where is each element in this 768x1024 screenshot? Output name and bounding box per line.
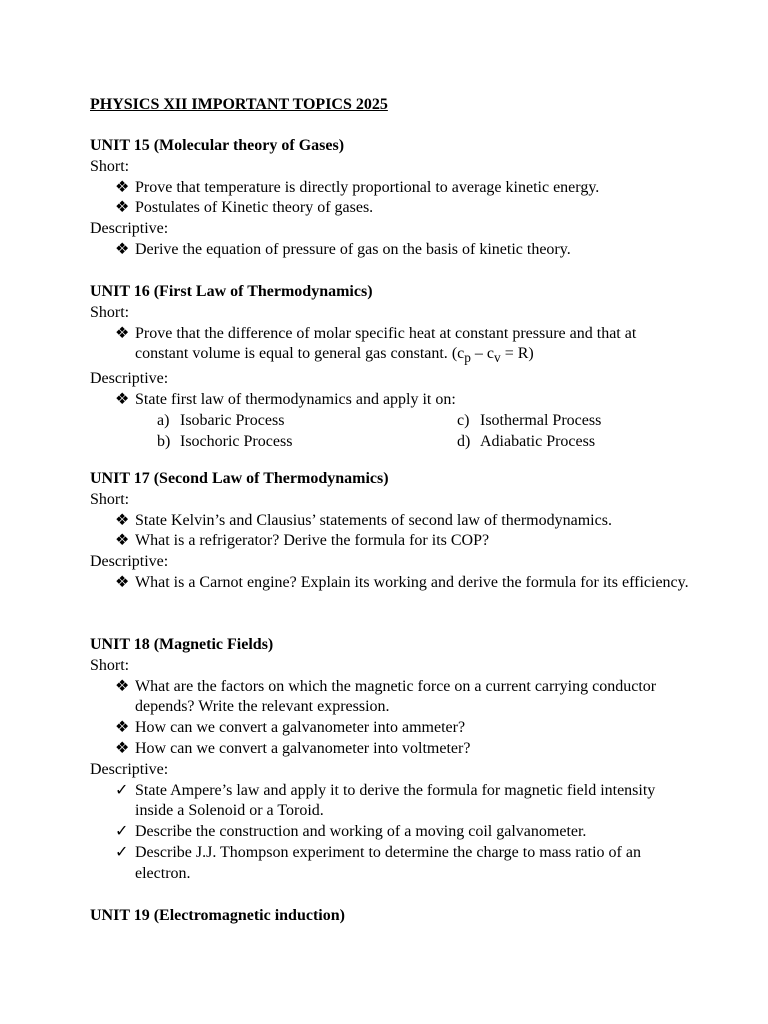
list-item: ❖ Prove that temperature is directly proportional to average kinetic energy.: [90, 178, 690, 199]
list-item: ❖ Postulates of Kinetic theory of gases.: [90, 198, 690, 219]
descriptive-list: [90, 573, 690, 594]
unit-19-section: [90, 906, 690, 927]
unit-16-section: [90, 282, 690, 453]
descriptive-list: [90, 240, 690, 261]
descriptive-label: Descriptive:: [90, 760, 169, 778]
diamond-bullet-icon: ❖: [115, 391, 130, 409]
unit-title: UNIT 19 (Electromagnetic induction): [90, 907, 345, 924]
sub-item: c) Isothermal Process: [457, 411, 602, 429]
short-label: Short:: [90, 303, 130, 321]
list-item: ❖ State first law of thermodynamics and apply it on:: [90, 390, 690, 411]
diamond-bullet-icon: ❖: [115, 178, 130, 196]
list-item: ❖ What are the factors on which the magnetic force on a current carrying conductor depends? Write the relevant expression.: [115, 677, 657, 716]
unit-title: UNIT 18 (Magnetic Fields): [90, 636, 274, 653]
list-item: ❖ Prove that the difference of molar specific heat at constant pressure and that at constant volume is equal to general gas constant. $(c_p - c_v = R)$: [115, 324, 637, 366]
unit-title: UNIT 15 (Molecular theory of Gases): [90, 137, 345, 154]
unit-17-section: [90, 469, 690, 594]
document-title: PHYSICS XII IMPORTANT TOPICS 2025: [90, 96, 388, 113]
short-list: [90, 677, 690, 760]
diamond-bullet-icon: ❖: [115, 240, 130, 258]
list-item: ✓ Describe J.J. Thompson experiment to determine the charge to mass ratio of an electron.: [115, 843, 641, 882]
diamond-bullet-icon: ❖: [115, 532, 130, 550]
list-item: ❖ How can we convert a galvanometer into voltmeter?: [90, 739, 690, 760]
unit-18-section: [90, 635, 690, 885]
list-item: ❖ Derive the equation of pressure of gas on the basis of kinetic theory.: [90, 240, 690, 261]
short-label: Short:: [90, 157, 130, 175]
short-label: Short:: [90, 656, 130, 674]
list-item: ❖ State Kelvin’s and Clausius’ statements of second law of thermodynamics.: [90, 511, 690, 532]
short-label: Short:: [90, 490, 130, 508]
short-list: [90, 178, 690, 220]
unit-title: UNIT 16 (First Law of Thermodynamics): [90, 283, 373, 300]
short-list: [90, 511, 690, 553]
diamond-bullet-icon: ❖: [115, 739, 130, 757]
check-bullet-icon: ✓: [115, 843, 129, 861]
unit-title: UNIT 17 (Second Law of Thermodynamics): [90, 470, 389, 487]
diamond-bullet-icon: ❖: [115, 573, 130, 591]
check-bullet-icon: ✓: [115, 781, 129, 799]
descriptive-label: Descriptive:: [90, 220, 169, 238]
descriptive-label: Descriptive:: [90, 553, 169, 571]
sub-item: d) Adiabatic Process: [457, 432, 596, 450]
sub-item: b) Isochoric Process: [157, 432, 293, 450]
list-item: ✓ State Ampere’s law and apply it to derive the formula for magnetic field intensity inside a Solenoid or a Toroid.: [115, 781, 656, 820]
process-sublist: [157, 411, 690, 453]
diamond-bullet-icon: ❖: [115, 199, 130, 217]
list-item: ❖ What is a refrigerator? Derive the formula for its COP?: [90, 531, 690, 552]
formula-c: c: [457, 345, 465, 363]
list-item: ❖ How can we convert a galvanometer into ammeter?: [90, 718, 690, 739]
diamond-bullet-icon: ❖: [115, 677, 130, 695]
descriptive-list: [90, 781, 690, 885]
descriptive-list: [90, 390, 690, 411]
unit-15-section: [90, 136, 690, 261]
list-item: ❖ What is a Carnot engine? Explain its working and derive the formula for its efficiency.: [90, 573, 690, 594]
diamond-bullet-icon: ❖: [115, 324, 130, 342]
diamond-bullet-icon: ❖: [115, 511, 130, 529]
descriptive-label: Descriptive:: [90, 370, 169, 388]
diamond-bullet-icon: ❖: [115, 719, 130, 737]
list-item: ✓ Describe the construction and working of a moving coil galvanometer.: [90, 822, 690, 843]
sub-item: a) Isobaric Process: [157, 411, 285, 429]
short-list: [90, 324, 690, 370]
check-bullet-icon: ✓: [115, 823, 129, 841]
